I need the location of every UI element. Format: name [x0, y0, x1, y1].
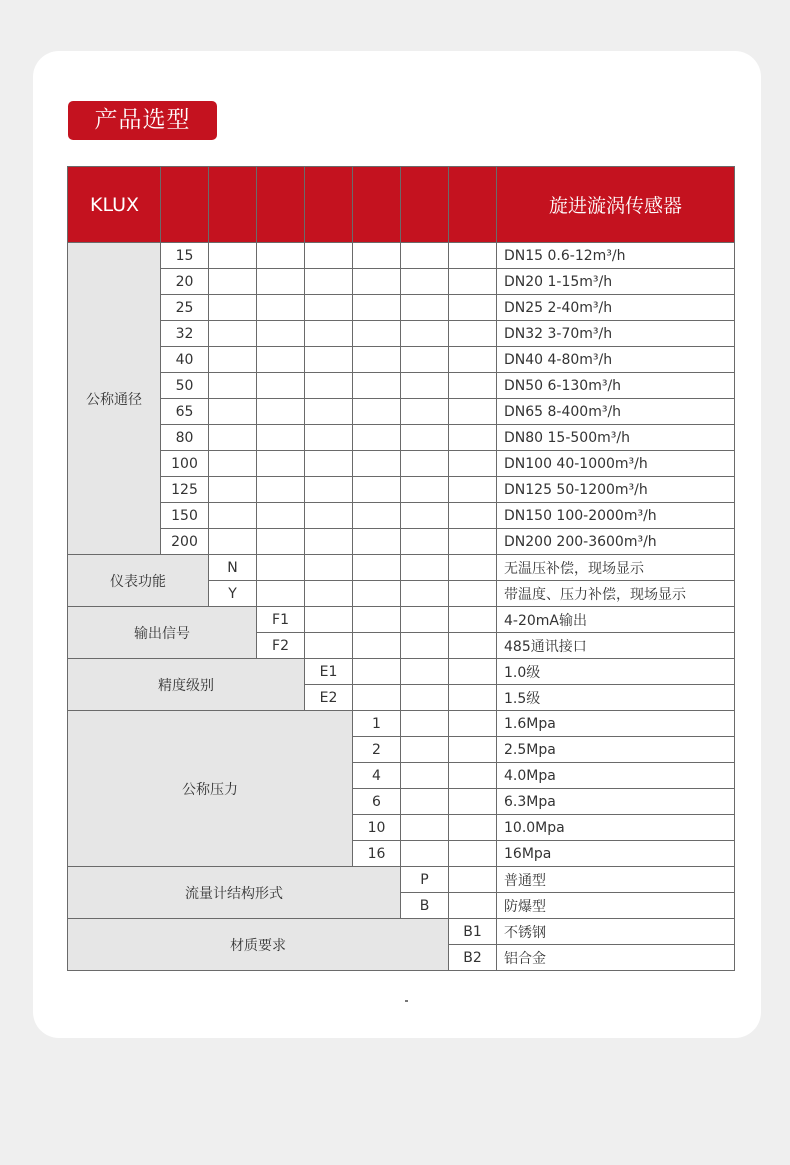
table-row	[68, 555, 735, 581]
section-label: 精度级别	[68, 659, 305, 711]
option-description: DN50 6-130m³/h	[497, 373, 735, 399]
option-code: 40	[161, 347, 209, 373]
empty-cell	[401, 243, 449, 269]
empty-cell	[449, 711, 497, 737]
option-code: 16	[353, 841, 401, 867]
empty-cell	[305, 321, 353, 347]
empty-cell	[353, 347, 401, 373]
empty-cell	[401, 763, 449, 789]
option-description: 4-20mA输出	[497, 607, 735, 633]
empty-cell	[449, 763, 497, 789]
section-label: 流量计结构形式	[68, 867, 401, 919]
option-description: DN15 0.6-12m³/h	[497, 243, 735, 269]
option-description: DN80 15-500m³/h	[497, 425, 735, 451]
empty-cell	[209, 503, 257, 529]
option-code: 125	[161, 477, 209, 503]
option-description: 铝合金	[497, 945, 735, 971]
option-code: B	[401, 893, 449, 919]
option-description: 1.5级	[497, 685, 735, 711]
option-description: DN150 100-2000m³/h	[497, 503, 735, 529]
empty-cell	[257, 399, 305, 425]
empty-cell	[209, 529, 257, 555]
empty-cell	[401, 399, 449, 425]
empty-cell	[401, 529, 449, 555]
empty-cell	[449, 347, 497, 373]
table-row	[68, 867, 735, 893]
empty-cell	[353, 295, 401, 321]
table-row	[68, 321, 735, 347]
empty-cell	[305, 503, 353, 529]
option-code: 10	[353, 815, 401, 841]
empty-cell	[401, 737, 449, 763]
table-row	[68, 399, 735, 425]
option-code: B1	[449, 919, 497, 945]
option-code: B2	[449, 945, 497, 971]
section-label: 公称压力	[68, 711, 353, 867]
empty-cell	[401, 815, 449, 841]
option-code: 25	[161, 295, 209, 321]
empty-cell	[257, 581, 305, 607]
table-row	[68, 529, 735, 555]
empty-cell	[257, 425, 305, 451]
section-label: 仪表功能	[68, 555, 209, 607]
empty-cell	[449, 529, 497, 555]
option-description: 10.0Mpa	[497, 815, 735, 841]
empty-cell	[257, 373, 305, 399]
table-row	[68, 269, 735, 295]
empty-cell	[353, 529, 401, 555]
option-code: 2	[353, 737, 401, 763]
empty-cell	[401, 555, 449, 581]
empty-cell	[449, 503, 497, 529]
empty-cell	[353, 581, 401, 607]
option-code: 4	[353, 763, 401, 789]
option-code: 80	[161, 425, 209, 451]
empty-cell	[353, 269, 401, 295]
empty-cell	[449, 841, 497, 867]
header-empty-cell	[209, 167, 257, 243]
empty-cell	[449, 867, 497, 893]
empty-cell	[449, 737, 497, 763]
empty-cell	[209, 321, 257, 347]
empty-cell	[401, 607, 449, 633]
empty-cell	[401, 373, 449, 399]
empty-cell	[257, 269, 305, 295]
table-row	[68, 711, 735, 737]
option-code: E2	[305, 685, 353, 711]
empty-cell	[353, 243, 401, 269]
table-row	[68, 373, 735, 399]
empty-cell	[257, 555, 305, 581]
empty-cell	[449, 633, 497, 659]
empty-cell	[449, 789, 497, 815]
empty-cell	[401, 633, 449, 659]
option-code: N	[209, 555, 257, 581]
empty-cell	[353, 659, 401, 685]
option-description: 不锈钢	[497, 919, 735, 945]
empty-cell	[209, 269, 257, 295]
empty-cell	[305, 399, 353, 425]
option-description: DN32 3-70m³/h	[497, 321, 735, 347]
option-description: 1.0级	[497, 659, 735, 685]
option-description: 带温度、压力补偿，现场显示	[497, 581, 735, 607]
section-label: 材质要求	[68, 919, 449, 971]
empty-cell	[449, 399, 497, 425]
empty-cell	[401, 685, 449, 711]
empty-cell	[305, 477, 353, 503]
empty-cell	[449, 451, 497, 477]
empty-cell	[449, 659, 497, 685]
empty-cell	[305, 347, 353, 373]
empty-cell	[449, 815, 497, 841]
table-row	[68, 607, 735, 633]
table-row	[68, 295, 735, 321]
option-description: 无温压补偿，现场显示	[497, 555, 735, 581]
empty-cell	[449, 269, 497, 295]
option-code: 20	[161, 269, 209, 295]
option-code: 150	[161, 503, 209, 529]
header-empty-cell	[353, 167, 401, 243]
option-description: 16Mpa	[497, 841, 735, 867]
empty-cell	[257, 243, 305, 269]
empty-cell	[401, 789, 449, 815]
option-code: F2	[257, 633, 305, 659]
empty-cell	[401, 347, 449, 373]
empty-cell	[353, 477, 401, 503]
option-description: DN125 50-1200m³/h	[497, 477, 735, 503]
option-code: 65	[161, 399, 209, 425]
empty-cell	[257, 503, 305, 529]
empty-cell	[209, 477, 257, 503]
option-code: F1	[257, 607, 305, 633]
empty-cell	[401, 477, 449, 503]
empty-cell	[449, 321, 497, 347]
empty-cell	[305, 425, 353, 451]
option-description: DN25 2-40m³/h	[497, 295, 735, 321]
header-empty-cell	[257, 167, 305, 243]
option-code: 15	[161, 243, 209, 269]
empty-cell	[401, 295, 449, 321]
empty-cell	[449, 243, 497, 269]
empty-cell	[353, 633, 401, 659]
empty-cell	[401, 659, 449, 685]
product-selection-table	[67, 166, 735, 971]
empty-cell	[449, 373, 497, 399]
empty-cell	[257, 321, 305, 347]
empty-cell	[449, 581, 497, 607]
empty-cell	[353, 451, 401, 477]
brand-cell: KLUX	[68, 167, 161, 243]
option-code: 6	[353, 789, 401, 815]
empty-cell	[401, 425, 449, 451]
option-code: Y	[209, 581, 257, 607]
option-description: 4.0Mpa	[497, 763, 735, 789]
empty-cell	[401, 269, 449, 295]
table-row	[68, 347, 735, 373]
empty-cell	[209, 451, 257, 477]
table-row	[68, 425, 735, 451]
empty-cell	[449, 425, 497, 451]
empty-cell	[449, 893, 497, 919]
empty-cell	[401, 711, 449, 737]
empty-cell	[305, 581, 353, 607]
option-description: 6.3Mpa	[497, 789, 735, 815]
empty-cell	[353, 373, 401, 399]
table-row	[68, 659, 735, 685]
option-description: DN40 4-80m³/h	[497, 347, 735, 373]
empty-cell	[401, 841, 449, 867]
empty-cell	[353, 321, 401, 347]
empty-cell	[257, 477, 305, 503]
empty-cell	[401, 321, 449, 347]
option-code: 32	[161, 321, 209, 347]
empty-cell	[305, 295, 353, 321]
header-empty-cell	[305, 167, 353, 243]
empty-cell	[209, 295, 257, 321]
empty-cell	[209, 243, 257, 269]
option-code: 100	[161, 451, 209, 477]
section-label: 输出信号	[68, 607, 257, 659]
option-description: DN65 8-400m³/h	[497, 399, 735, 425]
option-description: 普通型	[497, 867, 735, 893]
empty-cell	[257, 529, 305, 555]
option-code: 1	[353, 711, 401, 737]
empty-cell	[305, 373, 353, 399]
section-label: 公称通径	[68, 243, 161, 555]
option-code: E1	[305, 659, 353, 685]
empty-cell	[401, 503, 449, 529]
empty-cell	[305, 451, 353, 477]
empty-cell	[305, 633, 353, 659]
empty-cell	[401, 451, 449, 477]
header-empty-cell	[449, 167, 497, 243]
empty-cell	[449, 607, 497, 633]
table-row	[68, 477, 735, 503]
empty-cell	[353, 425, 401, 451]
empty-cell	[353, 607, 401, 633]
empty-cell	[353, 503, 401, 529]
empty-cell	[353, 685, 401, 711]
empty-cell	[257, 451, 305, 477]
empty-cell	[305, 607, 353, 633]
option-description: DN200 200-3600m³/h	[497, 529, 735, 555]
option-description: DN100 40-1000m³/h	[497, 451, 735, 477]
empty-cell	[305, 529, 353, 555]
empty-cell	[257, 347, 305, 373]
empty-cell	[449, 555, 497, 581]
empty-cell	[353, 555, 401, 581]
table-row	[68, 503, 735, 529]
option-description: 1.6Mpa	[497, 711, 735, 737]
header-empty-cell	[401, 167, 449, 243]
option-code: 200	[161, 529, 209, 555]
table-row	[68, 243, 735, 269]
empty-cell	[401, 581, 449, 607]
option-description: DN20 1-15m³/h	[497, 269, 735, 295]
empty-cell	[209, 347, 257, 373]
empty-cell	[449, 295, 497, 321]
header-empty-cell	[161, 167, 209, 243]
empty-cell	[449, 685, 497, 711]
empty-cell	[209, 425, 257, 451]
table-row	[68, 919, 735, 945]
empty-cell	[209, 373, 257, 399]
divider-mark	[405, 1000, 408, 1002]
section-title-badge: 产品选型	[68, 101, 217, 140]
empty-cell	[449, 477, 497, 503]
option-code: P	[401, 867, 449, 893]
empty-cell	[305, 243, 353, 269]
option-description: 防爆型	[497, 893, 735, 919]
option-code: 50	[161, 373, 209, 399]
empty-cell	[305, 269, 353, 295]
empty-cell	[353, 399, 401, 425]
product-name-cell: 旋进漩涡传感器	[497, 167, 735, 243]
empty-cell	[209, 399, 257, 425]
table-row	[68, 451, 735, 477]
option-description: 2.5Mpa	[497, 737, 735, 763]
empty-cell	[257, 295, 305, 321]
empty-cell	[305, 555, 353, 581]
table-header-row	[68, 167, 735, 243]
option-description: 485通讯接口	[497, 633, 735, 659]
